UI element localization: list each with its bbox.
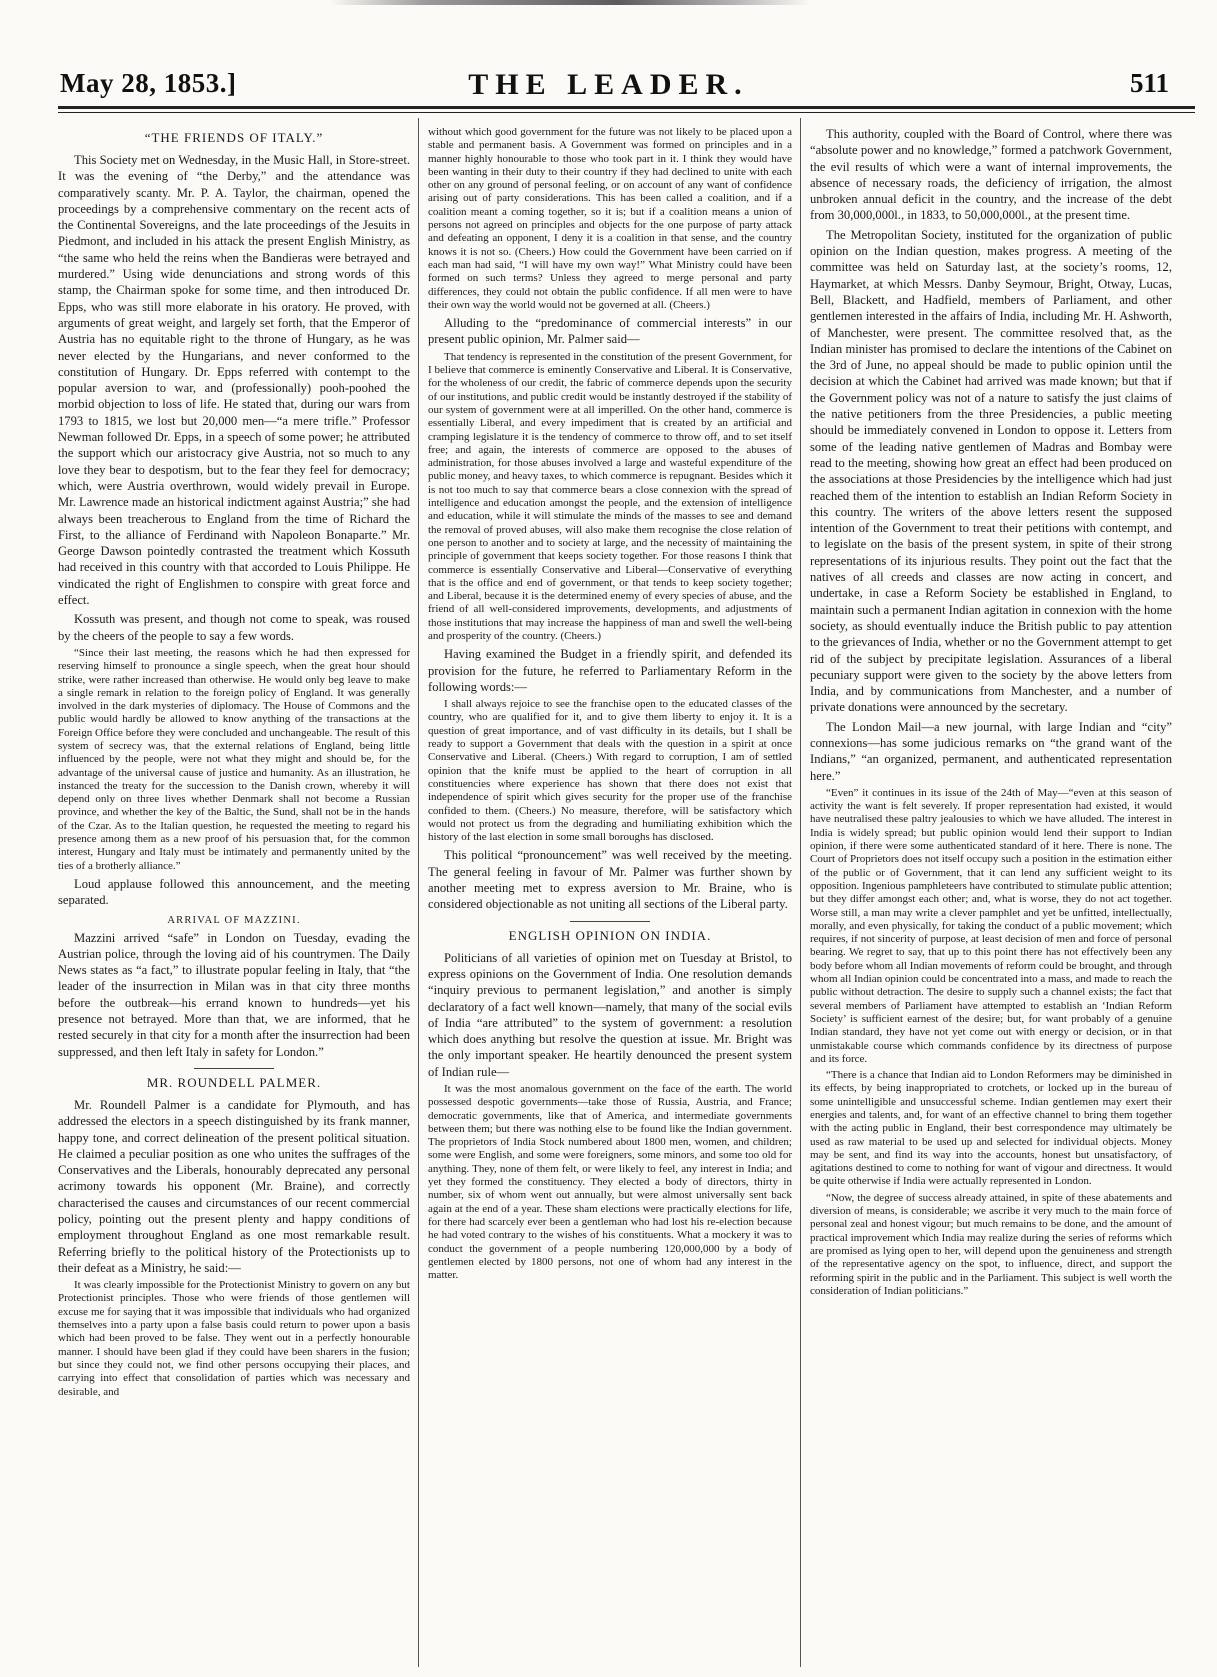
paragraph: Mr. Roundell Palmer is a candidate for Plymouth, and has addressed the electors in a speech distinguished by its frank manner, happy tone, and correct delineation of the present political situation. He claimed a peculiar position as one who unites the suffrages of the Conservatives and the Liberals, honourably deprecated any personal acrimony towards his opponent (Mr. Braine), and correctly characterised the causes and circumstances of our recent commercial policy, pointing out the present plenty and happy conditions of employment throughout England as one most remarkable result. Referring briefly to the political history of the Protectionists up to their defeat as a Ministry, he said:—	[58, 1097, 410, 1275]
quoted-article: “Now, the degree of success already attained, in spite of these abatements and diversion of means, is considerable; we ascribe it very much to the main force of personal zeal and honest vigour; but much remains to be done, and the amount of practical improvement which India may realize during the series of reforms which are promised as lying open to her, will depend upon the genuineness and strength of the representative agency on the spot, to influence, direct, and support the reforming spirit in the public and in the Parliament. This subject is well worth the consideration of Indian politicians.”	[810, 1191, 1172, 1297]
quoted-speech: without which good government for the future was not likely to be placed upon a stable and permanent basis. A Government was formed on principles and in a manner highly honourable to those who took part in it. I think they would have been wanting in their duty to their country if they had declined to unite with each other on any ground of personal feeling, or on account of any want of confidence arising out of party considerations. This has been called a coalition, and if a coalition meant a coming together, so it is; but if a coalition means a union of persons not agreed on principles and objects for the one purpose of party attack and defeating an opponent, I deny it is a coalition in that sense, and the country knows it is not so. (Cheers.) How could the Government have been carried on if each man had said, “I will have my own way!” What Ministry could have been formed on such terms? Unless they agreed to merge personal and party differences, they could not obtain the public confidence. If all men were to have their own way the world would not be governed at all. (Cheers.)	[428, 126, 792, 311]
quoted-speech: “Since their last meeting, the reasons which he had then expressed for reserving himself to pronounce a single speech, when the great hour should strike, were rather increased than otherwise. He would only beg leave to make a single remark in relation to the foreign policy of England. It was generally involved in the dark mysteries of diplomacy. The House of Commons and the public would hardly be allowed to know anything of the transactions at the Foreign Office before they were concluded and unchangeable. The result of this system of secrecy was, that the external relations of England, being little influenced by the people, were not what they might and should be, for the advantage of the universal cause of justice and humanity. As an illustration, he instanced the treaty for the succession to the Danish crown, whereby it will depend only on three lives whether Denmark shall not become a Russian province, and whether the key of the Baltic, the Sund, shall not be in the hands of the Czar. As to the Italian question, he requested the meeting to regard his presence among them as a new proof of his persuasion that, for the common interest, Hungary and Italy must be intimately and permanently united by the ties of a brotherly alliance.”	[58, 646, 410, 872]
paragraph: Loud applause followed this announcement, and the meeting separated.	[58, 876, 410, 908]
column-2	[428, 126, 792, 1663]
paragraph: Kossuth was present, and though not come to speak, was roused by the cheers of the people to say a few words.	[58, 612, 410, 643]
paragraph: The London Mail—a new journal, with large Indian and “city” connexions—has some judicious remarks on “the grand want of the Indians,” “an organized, permanent, and authenticated representation here.”	[810, 719, 1172, 783]
paragraph: Alluding to the “predominance of commercial interests” in our present public opinion, Mr. Palmer said—	[428, 316, 792, 347]
article-heading-friends-of-italy: “THE FRIENDS OF ITALY.”	[144, 130, 324, 145]
paragraph: Mazzini arrived “safe” in London on Tuesday, evading the Austrian police, through the loving aid of his countrymen. The Daily News states as “a fact,” to illustrate popular feeling in Italy, that “the leader of the insurrection in Milan was in that city three months before the outbreak—his errand known to hundreds—yet his presence not betrayed. More than that, we are informed, that he rested securely in that city for a month after the insurrection had been suppressed, and then left Italy in safety for London.”	[58, 930, 410, 1059]
issue-date: May 28, 1853.]	[60, 68, 237, 98]
page-header	[0, 68, 1217, 108]
quoted-speech: It was the most anomalous government on the face of the earth. The world possessed despotic governments—take those of Russia, Austria, and France; democratic governments, like that of America, and intermediate governments between them; but there was nothing else to be found like the Indian government. The proprietors of India Stock numbered about 1800 men, women, and children; some were English, and some were foreigners, some minors, and some too old for anything. They, none of them felt, or were likely to feel, any interest in India; and yet they formed the constituency. They elected a body of directors, thirty in number, six of whom went out annually, but were almost universally sent back again at the end of a year. These sham elections were practically elections for life, for there had scarcely ever been a gentleman who had lost his re-election because he had voted contrary to the wishes of his constituents. What a mockery it was to conduct the government of a people numbering 120,000,000 by a body of gentlemen elected by 1800 persons, not one of whom had any interest in the matter.	[428, 1083, 792, 1282]
section-separator	[570, 921, 650, 922]
section-separator	[194, 1068, 274, 1069]
paragraph: This authority, coupled with the Board of Control, where there was “absolute power and no knowledge,” formed a patchwork Government, the evil results of which were a want of internal improvements, the absence of necessary roads, the deficiency of irrigation, the almost unbroken annual deficit in the country, and the increase of the debt from 30,000,000l., in 1833, to 50,000,000l., at the present time.	[810, 127, 1172, 223]
column-3	[810, 126, 1172, 1663]
paragraph: Having examined the Budget in a friendly spirit, and defended its provision for the future, he referred to Parliamentary Reform in the following words:—	[428, 647, 792, 694]
paragraph: Politicians of all varieties of opinion met on Tuesday at Bristol, to express opinions on the Government of India. One resolution demands “inquiry previous to permanent legislation,” and another is simply declaratory of a fact well known—namely, that many of the social evils of India “are attributed” to the system of government: a resolution which does anything but resolve the question at issue. Mr. Bright was the only important speaker. He heartily denounced the present system of Indian rule—	[428, 950, 792, 1079]
quoted-article: “Even” it continues in its issue of the 24th of May—“even at this season of activity the want is felt severely. If proper representation had existed, it would have neutralised these paltry jealousies to which we have alluded. The interest in India is widely spread; but public opinion would lend their support to Indian opinion, if there were some authenticated standard of it here. There is none. The Court of Proprietors does not itself occupy such a position in the estimation either of the public or of Government, that it can lend any sufficient weight to its opposition. Ingenious pamphleteers have contributed to stimulate public attention; but they differ amongst each other; and, what is worse, they do not act together. Worse still, a man may write a clever pamphlet and yet be unfitted, intellectually, morally, and even physically, for taking the conduct of a public movement; which requires, if not sincerity of purpose, at least decision of men and force of personal bearing. We regret to say, that up to this point there has not effectively been any body before whom all Indian movements of reform could be brought, and through whom all Indian opinion could be concentrated into a mass, and made to reach the public without detraction. The desire to supply such a channel exists; the fact that several members of Parliament have attempted to establish an ‘Indian Reform Society’ is sufficient earnest of the desire; but, for want probably of a genuine Indian standard, they have not yet come out with energy or decision, or in that unmistakable course which commands confidence by its directness of purpose and its force.	[810, 786, 1172, 1065]
quoted-speech: It was clearly impossible for the Protectionist Ministry to govern on any but Protectionist principles. Those who were friends of those gentlemen will excuse me for saying that it was impossible that individuals who had organized themselves into a party upon a false basis could return to power upon a basis which had been proved to be false. They went out in a perfectly honourable manner. I should have been glad if they could have been sharers in the fusion; but since they could not, we find other persons occupying their places, and carrying into effect that consolidation of parties which was necessary and desirable, and	[58, 1279, 410, 1398]
paragraph: This political “pronouncement” was well received by the meeting. The general feeling in favour of Mr. Palmer was further shown by another meeting met to express aversion to Mr. Braine, who is considered objectionable as not uniting all sections of the Liberal party.	[428, 848, 792, 912]
paragraph: The Metropolitan Society, instituted for the organization of public opinion on the Indian question, makes progress. A meeting of the committee was held on Saturday last, at the society’s rooms, 12, Haymarket, at which Messrs. Danby Seymour, Bright, Otway, Lucas, Bell, Blackett, and Hadfield, members of Parliament, and other gentlemen interested in the affairs of India, including Mr. H. Ashworth, of Manchester, were present. The committee resolved that, as the Indian minister has promised to declare the intentions of the Cabinet on the 3rd of June, no appeal should be made to public opinion until the decision at which the Cabinet had arrived was made known; but that if the Government policy was not of a nature to satisfy the just claims of the native petitioners from the three Presidencies, a public meeting should be immediately convened in London to oppose it. Letters from some of the leading native gentlemen of Madras and Bombay were read to the meeting, showing how great an effect had been produced on the associations at those Presidencies by the intelligence which had just reached them of the intention to establish an Indian Reform Society in this country. The writers of the above letters resent the supposed intention of the Government to treat their petitions with contempt, and to legislate on the basis of the present system, in spite of their strong representations of its injurious results. They point out the fact that the natives of all creeds and classes are now acting in concert, and undertake, in case a Reform Society be established in England, to maintain such a permanent Indian agitation in connexion with the home society, as should eventually induce the British public to pay attention to the grievances of India, whether or no the Government attempt to get rid of the subject by precipitate legislation. Assurances of a liberal pecuniary support were given to the society by the above letters from India, and by communications from Manchester, and a number of private donations were announced by the secretary.	[810, 227, 1172, 715]
header-rule-thick	[58, 106, 1195, 109]
scan-smudge	[330, 0, 810, 5]
header-rule-thin	[58, 112, 1195, 113]
article-heading-english-opinion-on-india: ENGLISH OPINION ON INDIA.	[508, 927, 712, 943]
page-number: 511	[1129, 68, 1169, 98]
quoted-article: “There is a chance that Indian aid to London Reformers may be diminished in its effects, by being inappropriated to crotchets, or locked up in the bureau of some unintelligible and unsuccessful scheme. Indian gentlemen may exert their energies and talents, and, for want of an effective channel to bring them together with the acting public in England, their best correspondence may ultimately be used as raw material to be used up and selected for individual objects. Money may be sent, and find its way into the accounts, honest but unsatisfactory, of agitations destined to come to nothing for want of vigour and directness. It would be quite otherwise if India were actually represented in London.	[810, 1069, 1172, 1188]
article-heading-roundell-palmer: MR. ROUNDELL PALMER.	[146, 1074, 322, 1090]
masthead-title: THE LEADER.	[468, 68, 749, 101]
paragraph: This Society met on Wednesday, in the Music Hall, in Store-street. It was the evening of “the Derby,” and the attendance was comparatively scanty. Mr. P. A. Taylor, the chairman, opened the proceedings by a comprehensive commentary on the recent acts of the Continental Sovereigns, and the late proceedings of the Jesuits in Piedmont, and included in his attack the present English Ministry, as “the same who held the reins when the Bandieras were betrayed and murdered.” Using wide denunciations and strong words of this stamp, the Chairman spoke for some time, and then introduced Dr. Epps, who was still more elaborate in his oratory. He proved, with arguments of great weight, and largely set forth, that the Emperor of Austria has no equitable right to the throne of Hungary, as he was never elected by the Hungarians, and never conformed to the constitution of Hungary. Dr. Epps referred with contempt to the popular aversion to war, and (professionally) pooh-poohed the morbid objection to loss of life. He stated that, during our wars from 1793 to 1815, we lost but 20,000 men—“a mere trifle.” Professor Newman followed Dr. Epps, in a speech of some power; he attributed the support which our aristocracy give Austria, not so much to any love they bear to despotism, but to the fear they feel for democracy; which, were Austria overthrown, would widely prevail in Europe. Mr. Lawrence made an historical indictment against Austria;” she had always been treacherous to England from the time of Richard the First, to the alliance of Ferdinand with Napoleon Bonaparte.” Mr. George Dawson pointedly contrasted the treatment which Kossuth had received in this country with that accorded to Louis Philippe. He vindicated the right of Englishmen to conspire with great force and effect.	[58, 153, 410, 608]
column-divider	[800, 118, 801, 1667]
subheading-arrival-of-mazzini: ARRIVAL OF MAZZINI.	[167, 914, 301, 926]
quoted-speech: That tendency is represented in the constitution of the present Government, for I believe that commerce is eminently Conservative and Liberal. It is Conservative, for the wholeness of our credit, the fabric of commerce depends upon the security of our institutions, and public credit would be instantly destroyed if the stability of our system of government were at all imperilled. On the other hand, commerce is essentially Liberal, and every impediment that is created by an artificial and cramping legislature it is the tendency of commerce to throw off, and to set itself free; and again, the interests of commerce are opposed to the abuses of administration, for those abuses involved a large and wasteful expenditure of the public money, and heavy taxes, to which commerce is repugnant. Besides which it is not too much to say that commerce bears a close connexion with the spread of intelligence and education amongst the people, and the extension of intelligence and education, while it will stimulate the minds of the masses to see and demand the removal of proved abuses, will also make them recognise the close relation of one person to another and to society at large, and the necessity of maintaining the principle of government that keeps society together. For those reasons I think that commerce is essentially Conservative and Liberal—Conservative of everything that is the office and end of government, or that tends to keep society together; and Liberal, because it is the determined enemy of every species of abuse, and the friend of all well-considered improvements, developments, and adjustments of those institutions that may increase the happiness of man and swell the well-being and prosperity of the country. (Cheers.)	[428, 350, 792, 642]
quoted-speech: I shall always rejoice to see the franchise open to the educated classes of the country, who are qualified for it, and to give them liberty to enjoy it. It is a question of great importance, and of vast difficulty in its details, but I shall be ready to support a Government that deals with the question in a spirit at once Conservative and Liberal. (Cheers.) With regard to corruption, I am of settled opinion that the knife must be applied to the heart of corruption in all constituencies where experience has shown that there does not exist that independence of spirit which gives security for the proper use of the franchise confided to them. (Cheers.) No measure, therefore, will be satisfactory which would not protect us from the degrading and humiliating exhibition which the history of the last election in some small boroughs has disclosed.	[428, 698, 792, 844]
column-1	[58, 126, 410, 1663]
column-divider	[418, 118, 419, 1667]
